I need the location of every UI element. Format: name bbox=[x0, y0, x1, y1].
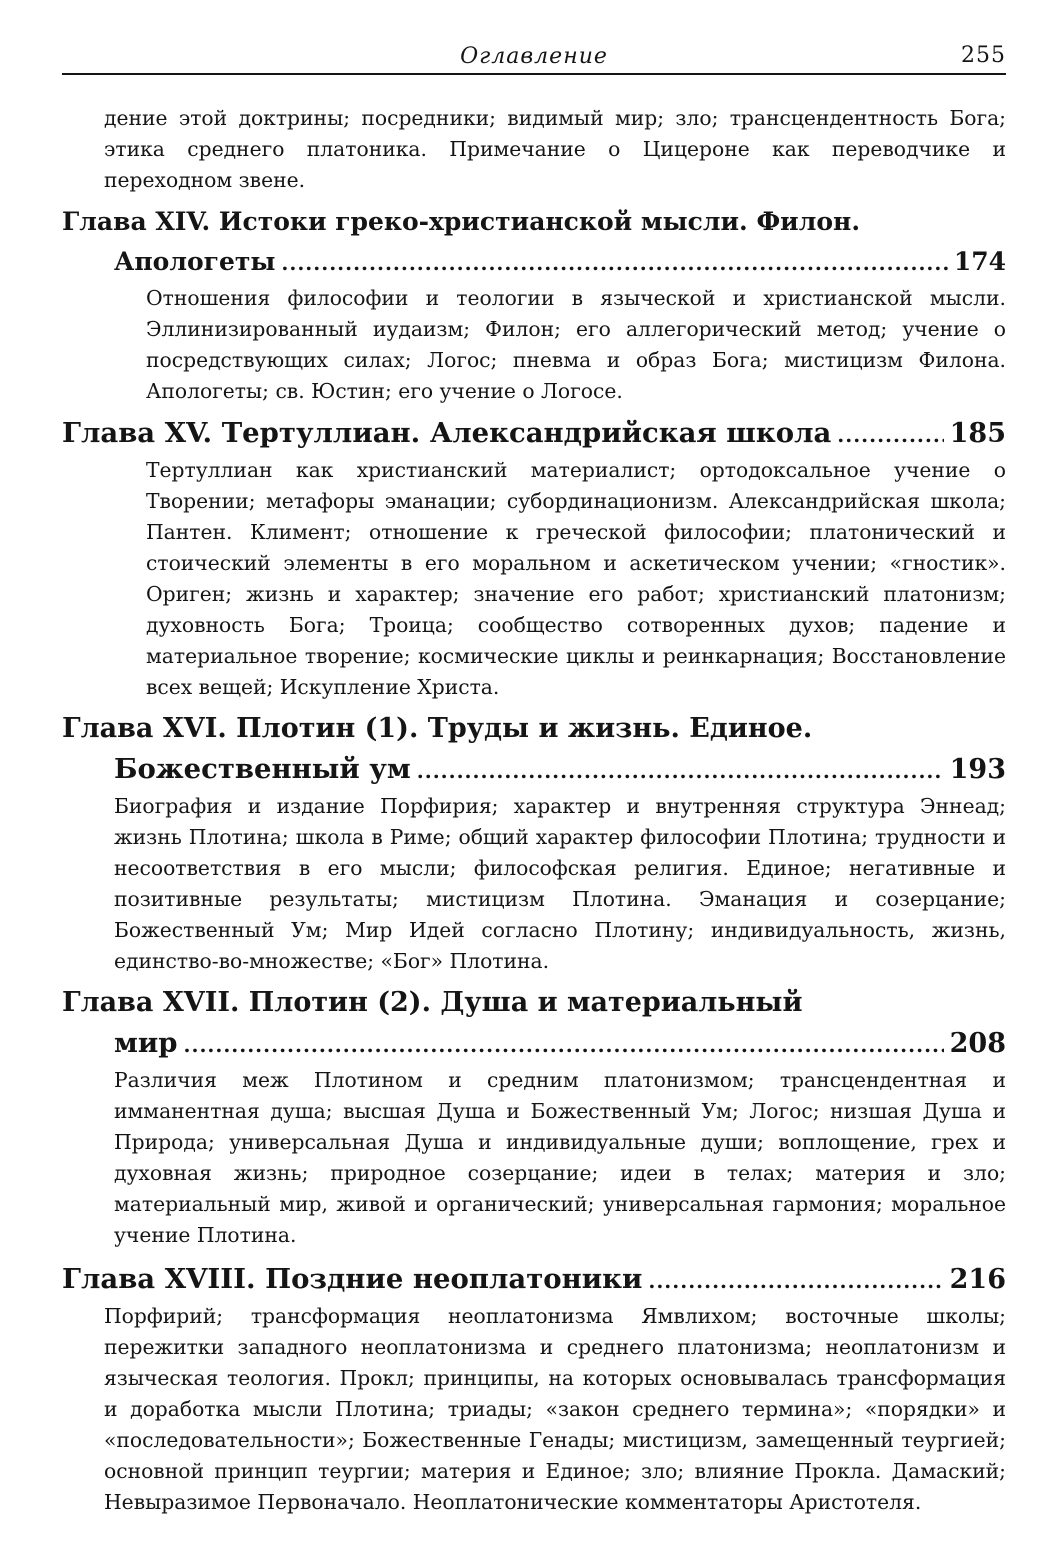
chapter-entry bbox=[62, 413, 1006, 703]
intro-text: дение этой доктрины; посредники; видимый мир; зло; трансцендентность Бога; этика среднего платоника. Примечание о Цицероне как переводчике и переходном звене. bbox=[104, 106, 1006, 192]
table-of-contents bbox=[62, 103, 1006, 1518]
chapter-description: Различия меж Плотином и средним платонизмом; трансцендентная и имманентная душа; высшая Душа и Божественный Ум; Логос; низшая Душа и Природа; универсальная Душа и индивидуальные души; воплощение, грех и духовная жизнь; природное созерцание; идеи в телах; материя и зло; материальный мир, живой и органический; универсальная гармония; моральное учение Плотина. bbox=[114, 1068, 1006, 1247]
page-number: 255 bbox=[961, 43, 1006, 68]
chapter-title: Глава XVI. Плотин (1). Труды и жизнь. Единое. bbox=[62, 713, 813, 744]
chapter-description: Отношения философии и теологии в языческой и христианской мысли. Эллинизированный иудаизм; Филон; его аллегорический метод; учение о посредствующих силах; Логос; пневма и образ Бога; мистицизм Филона. Апологеты; св. Юстин; его учение о Логосе. bbox=[146, 286, 1006, 403]
chapter-description: Тертуллиан как христианский материалист; ортодоксальное учение о Творении; метафоры эманации; субординационизм. Александрийская школа; Пантен. Климент; отношение к греческой философии; платонический и стоический элементы в его моральном и аскетическом учении; «гностик». Ориген; жизнь и характер; значение его работ; христианский платонизм; духовность Бога; Троица; сообщество сотворенных духов; падение и материальное творение; космические циклы и реинкарнация; Восстановление всех вещей; Искупление Христа. bbox=[146, 458, 1006, 699]
chapter-entry bbox=[62, 983, 1006, 1251]
dot-leader bbox=[281, 243, 947, 283]
dot-leader bbox=[837, 415, 943, 455]
chapter-page: 216 bbox=[949, 1264, 1006, 1295]
chapter-title-line2: Апологеты bbox=[114, 247, 276, 276]
dot-leader bbox=[184, 1025, 944, 1065]
chapter-title-continuation bbox=[62, 242, 1006, 283]
chapter-title-continuation bbox=[62, 749, 1006, 791]
chapter-title-line2: мир bbox=[114, 1027, 178, 1059]
chapter-entry bbox=[62, 202, 1006, 407]
chapter-title: Глава XVII. Плотин (2). Душа и материальный bbox=[62, 987, 803, 1018]
chapter-title-line2: Божественный ум bbox=[114, 753, 411, 785]
chapter-title: Глава XV. Тертуллиан. Александрийская школа bbox=[62, 417, 832, 449]
chapter-title-continuation bbox=[62, 1023, 1006, 1065]
dot-leader bbox=[417, 751, 944, 791]
chapter-title: Глава XVIII. Поздние неоплатоники bbox=[62, 1263, 643, 1295]
chapter-title-line bbox=[62, 1259, 1006, 1301]
chapter-description: Порфирий; трансформация неоплатонизма Ямвлихом; восточные школы; пережитки западного неоплатонизма и среднего платонизма; неоплатонизм и языческая теология. Прокл; принципы, на которых основывалась трансформация и доработка мысли Плотина; триады; «закон среднего термина»; «порядки» и «последовательности»; Божественные Генады; мистицизм, замещенный теургией; основной принцип теургии; материя и Единое; зло; влияние Прокла. Дамаский; Невыразимое Первоначало. Неоплатонические комментаторы Аристотеля. bbox=[104, 1304, 1006, 1514]
dot-leader bbox=[648, 1261, 943, 1301]
running-header bbox=[62, 40, 1006, 75]
chapter-page: 174 bbox=[953, 247, 1006, 276]
chapter-title-line bbox=[62, 413, 1006, 455]
chapter-description: Биография и издание Порфирия; характер и внутренняя структура Эннеад; жизнь Плотина; школа в Риме; общий характер философии Плотина; трудности и несоответствия в его мысли; философская религия. Единое; негативные и позитивные результаты; мистицизм Плотина. Эманация и созерцание; Божественный Ум; Мир Идей согласно Плотину; индивидуальность, жизнь, единство-во-множестве; «Бог» Плотина. bbox=[114, 794, 1006, 973]
chapter-title: Глава XIV. Истоки греко-христианской мысли. Филон. bbox=[62, 207, 861, 236]
chapter-entry bbox=[62, 1259, 1006, 1518]
chapter-page: 193 bbox=[949, 754, 1006, 785]
chapter-page: 208 bbox=[949, 1028, 1006, 1059]
header-title: Оглавление bbox=[460, 44, 608, 69]
chapter-page: 185 bbox=[949, 418, 1006, 449]
chapter-entry bbox=[62, 709, 1006, 977]
